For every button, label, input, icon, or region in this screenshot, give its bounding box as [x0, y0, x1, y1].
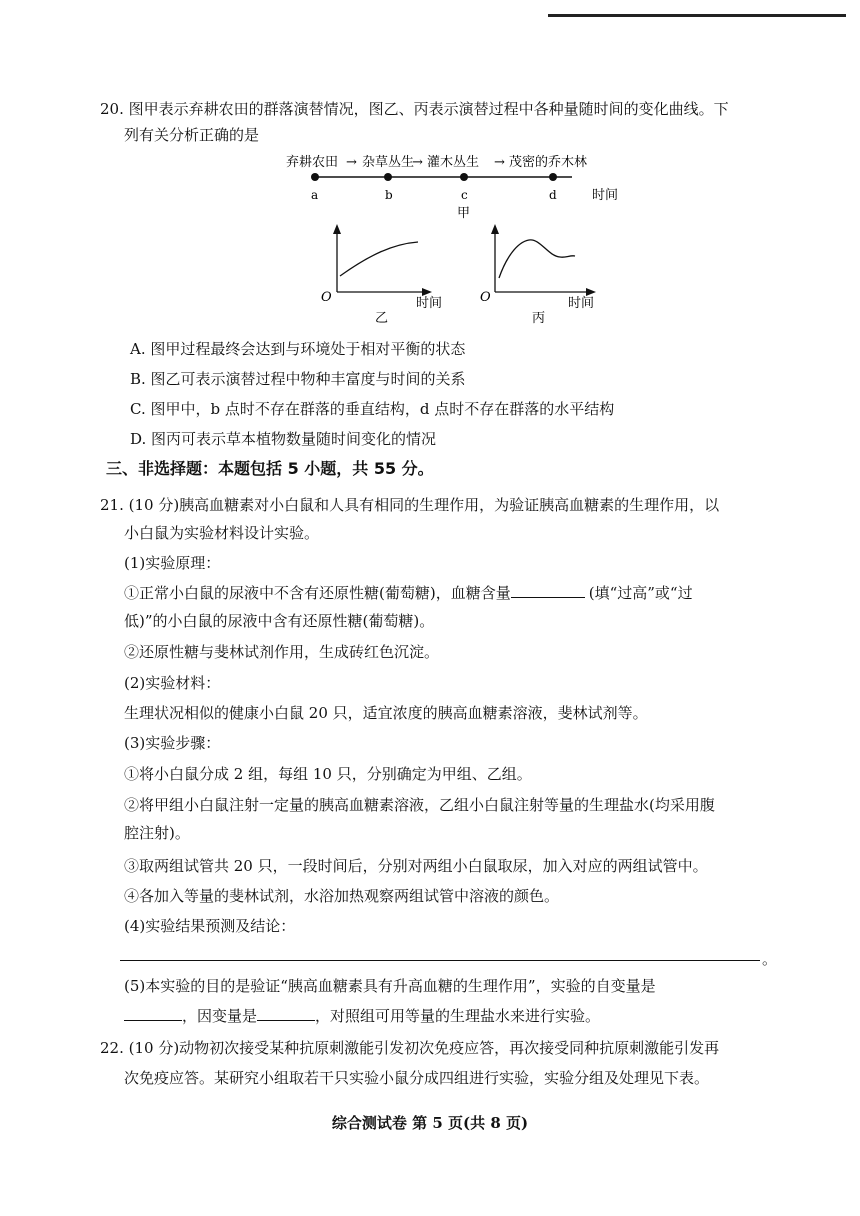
q21-stem-line1: 21. (10 分)胰高血糖素对小白鼠和人具有相同的生理作用，为验证胰高血糖素的生理作用，以: [100, 496, 720, 514]
q21-step-2-cont: 腔注射)。: [124, 824, 190, 842]
q21-principle-2: ②还原性糖与斐林试剂作用，生成砖红色沉淀。: [124, 643, 440, 661]
q21-variables-text-2: ，对照组可用等量的生理盐水来进行实验。: [315, 1007, 601, 1025]
q20-option-d: D. 图丙可表示草本植物数量随时间变化的情况: [130, 430, 437, 448]
bing-origin: O: [480, 290, 491, 305]
figure-jia-label: 甲: [457, 206, 471, 221]
q20-option-c: C. 图甲中，b 点时不存在群落的垂直结构，d 点时不存在群落的水平结构: [130, 400, 615, 418]
yi-time-label: 时间: [416, 296, 443, 311]
figure-yi-label: 乙: [375, 311, 389, 326]
q21-step-1: ①将小白鼠分成 2 组，每组 10 只，分别确定为甲组、乙组。: [124, 765, 532, 783]
page-footer: 综合测试卷 第 5 页(共 8 页): [331, 1114, 529, 1132]
svg-text:→: →: [494, 155, 505, 170]
yi-origin: O: [321, 290, 332, 305]
q21-principle-1: [124, 582, 693, 604]
label-d: d: [549, 188, 557, 202]
q20-stem-line1: 20. 图甲表示弃耕农田的群落演替情况，图乙、丙表示演替过程中各种量随时间的变化曲线。下: [100, 100, 729, 118]
q21-stem-line2: 小白鼠为实验材料设计实验。: [124, 524, 320, 542]
svg-text:→: →: [346, 155, 357, 170]
q21-principle-title: (1)实验原理：: [124, 554, 221, 572]
q21-blank-independent: [124, 1006, 182, 1021]
q21-answer-line: [120, 960, 760, 961]
chain-stage-4: 茂密的乔木林: [509, 155, 588, 170]
q21-blank-dependent: [257, 1006, 315, 1021]
q21-principle-1-text-a: ①正常小白鼠的尿液中不含有还原性糖(葡萄糖)，血糖含量: [124, 584, 511, 602]
q22-stem-line1: 22. (10 分)动物初次接受某种抗原刺激能引发初次免疫应答，再次接受同种抗原刺激能引发再: [100, 1039, 720, 1057]
succession-figure: [0, 150, 860, 330]
point-b: [384, 173, 392, 181]
q21-step-3: ③取两组试管共 20 只，一段时间后，分别对两组小白鼠取尿，加入对应的两组试管中。: [124, 857, 708, 875]
q21-blank-1: [511, 583, 585, 598]
q21-steps-title: (3)实验步骤：: [124, 734, 221, 752]
q21-answer-end: 。: [762, 950, 778, 968]
q21-step-4: ④各加入等量的斐林试剂，水浴加热观察两组试管中溶液的颜色。: [124, 887, 560, 905]
point-c: [460, 173, 468, 181]
q21-variables-text-1: ，因变量是: [182, 1007, 258, 1025]
label-c: c: [461, 188, 468, 202]
yi-curve: [340, 242, 418, 276]
q20-option-b: B. 图乙可表示演替过程中物种丰富度与时间的关系: [130, 370, 466, 388]
label-a: a: [311, 188, 319, 202]
bing-curve: [499, 240, 575, 278]
q21-materials-text: 生理状况相似的健康小白鼠 20 只，适宜浓度的胰高血糖素溶液，斐林试剂等。: [124, 704, 648, 722]
timeline-time-label: 时间: [592, 188, 619, 203]
label-b: b: [385, 188, 393, 202]
point-d: [549, 173, 557, 181]
figure-bing-label: 丙: [532, 311, 546, 326]
q22-stem-line2: 次免疫应答。某研究小组取若干只实验小鼠分成四组进行实验，实验分组及处理见下表。: [124, 1069, 710, 1087]
q21-purpose: (5)本实验的目的是验证“胰高血糖素具有升高血糖的生理作用”，实验的自变量是: [124, 977, 656, 995]
q21-variables: [124, 1005, 600, 1027]
top-rule: [548, 14, 846, 17]
q21-materials-title: (2)实验材料：: [124, 674, 221, 692]
section3-title: 三、非选择题：本题包括 5 小题，共 55 分。: [106, 459, 434, 478]
q21-step-2: ②将甲组小白鼠注射一定量的胰高血糖素溶液，乙组小白鼠注射等量的生理盐水(均采用腹: [124, 796, 715, 814]
q21-principle-1-text-b: (填“过高”或“过: [588, 584, 693, 602]
chain-stage-2: 杂草丛生: [362, 155, 415, 170]
svg-text:→: →: [412, 155, 423, 170]
q21-principle-1-cont: 低)”的小白鼠的尿液中含有还原性糖(葡萄糖)。: [124, 612, 435, 630]
bing-time-label: 时间: [568, 296, 595, 311]
point-a: [311, 173, 319, 181]
q20-stem-line2: 列有关分析正确的是: [124, 126, 260, 144]
chain-stage-3: 灌木丛生: [427, 155, 480, 170]
q21-result-title: (4)实验结果预测及结论：: [124, 917, 296, 935]
q20-option-a: A. 图甲过程最终会达到与环境处于相对平衡的状态: [130, 340, 466, 358]
chain-stage-1: 弃耕农田: [286, 155, 339, 170]
